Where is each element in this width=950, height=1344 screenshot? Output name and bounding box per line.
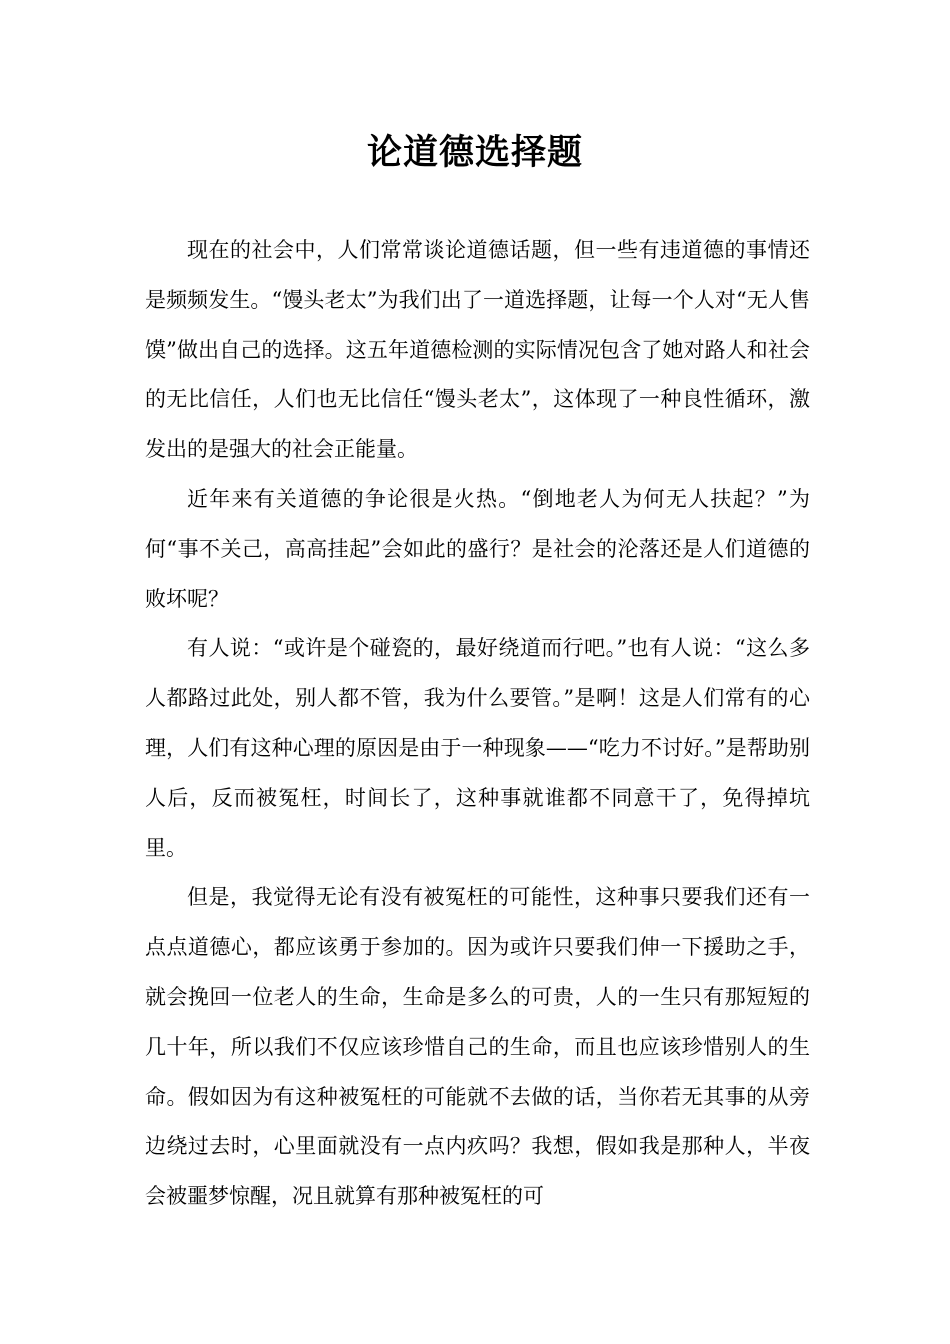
paragraph-4: 但是，我觉得无论有没有被冤枉的可能性，这种事只要我们还有一点点道德心，都应该勇于参加的。因为或许只要我们伸一下援助之手，就会挽回一位老人的生命，生命是多么的可贵，人的一生只有那短短的几十年，所以我们不仅应该珍惜自己的生命，而且也应该珍惜别人的生命。假如因为有这种被冤枉的可能就不去做的话，当你若无其事的从旁边绕过去时，心里面就没有一点内疚吗？我想，假如我是那种人，半夜会被噩梦惊醒，况且就算有那种被冤枉的可	[145, 885, 810, 1209]
paragraph-1: 现在的社会中，人们常常谈论道德话题，但一些有违道德的事情还是频频发生。“馒头老太”为我们出了一道选择题，让每一个人对“无人售馍”做出自己的选择。这五年道德检测的实际情况包含了她对路人和社会的无比信任，人们也无比信任“馒头老太”，这体现了一种良性循环，激发出的是强大的社会正能量。	[145, 238, 810, 462]
paragraph-2: 近年来有关道德的争论很是火热。“倒地老人为何无人扶起？”为何“事不关己，高高挂起”会如此的盛行？是社会的沦落还是人们道德的败坏呢？	[145, 486, 810, 611]
paragraph-3: 有人说：“或许是个碰瓷的，最好绕道而行吧。”也有人说：“这么多人都路过此处，别人都不管，我为什么要管。”是啊！这是人们常有的心理，人们有这种心理的原因是由于一种现象——“吃力不讨好。”是帮助别人后，反而被冤枉，时间长了，这种事就谁都不同意干了，免得掉坑里。	[145, 636, 810, 860]
document-title: 论道德选择题	[366, 133, 583, 173]
document-body	[145, 226, 810, 1222]
